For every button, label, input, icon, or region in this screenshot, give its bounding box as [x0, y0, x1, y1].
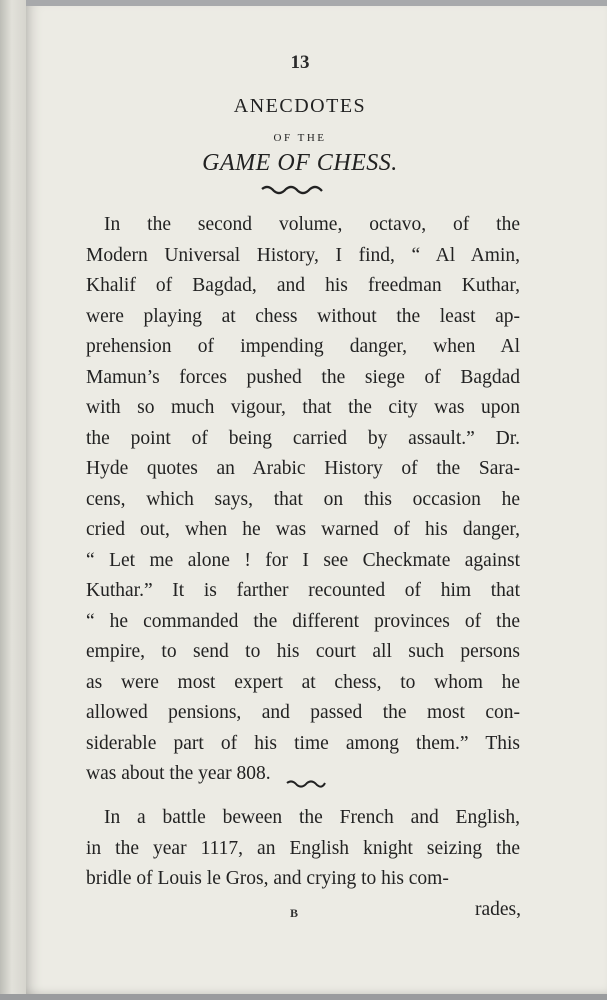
text-line: Mamun’s forces pushed the siege of Bagdad — [86, 366, 520, 388]
text-line: in the year 1117, an English knight seizing the — [86, 837, 520, 859]
text-line: was about the year 808. — [86, 763, 271, 784]
ornament-divider — [285, 778, 327, 790]
paragraph-2 — [86, 803, 520, 895]
text-line: In a battle beween the French and English, — [104, 807, 520, 828]
text-line: allowed pensions, and passed the most con- — [86, 702, 520, 723]
page-title: ANECDOTES — [233, 95, 367, 117]
text-line: empire, to send to his court all such persons — [86, 641, 520, 662]
text-line: the point of being carried by assault.” Dr. — [86, 427, 520, 449]
text-line: Khalif of Bagdad, and his freedman Kuthar, — [86, 275, 520, 296]
text-line: Kuthar.” It is farther recounted of him that — [86, 580, 520, 601]
text-line: siderable part of his time among them.” This — [86, 732, 520, 754]
ornament-divider — [260, 183, 326, 197]
binding-edge — [0, 0, 26, 1000]
text-line: cens, which says, that on this occasion he — [86, 488, 520, 510]
catchword: rades, — [475, 899, 522, 920]
signature-mark: B — [290, 906, 299, 920]
text-line: cried out, when he was warned of his danger, — [86, 519, 520, 540]
text-line: In the second volume, octavo, of the — [104, 214, 520, 235]
text-line: Modern Universal History, I find, “ Al Amin, — [86, 244, 520, 266]
page-subtitle: OF THE — [273, 132, 327, 144]
text-line: bridle of Louis le Gros, and crying to his com- — [86, 868, 449, 889]
page-heading: GAME OF CHESS. — [202, 150, 398, 176]
background-edge — [0, 994, 607, 1000]
text-line: prehension of impending danger, when Al — [86, 336, 520, 357]
text-line: “ he commanded the different provinces of the — [86, 610, 520, 632]
page-number: 13 — [290, 52, 310, 73]
text-line: Hyde quotes an Arabic History of the Sara- — [86, 458, 520, 479]
text-line: “ Let me alone ! for I see Checkmate against — [86, 549, 520, 571]
text-line: were playing at chess without the least ap- — [86, 305, 520, 327]
text-line: with so much vigour, that the city was upon — [86, 397, 520, 418]
paragraph-1 — [86, 210, 520, 790]
text-line: as were most expert at chess, to whom he — [86, 671, 520, 693]
